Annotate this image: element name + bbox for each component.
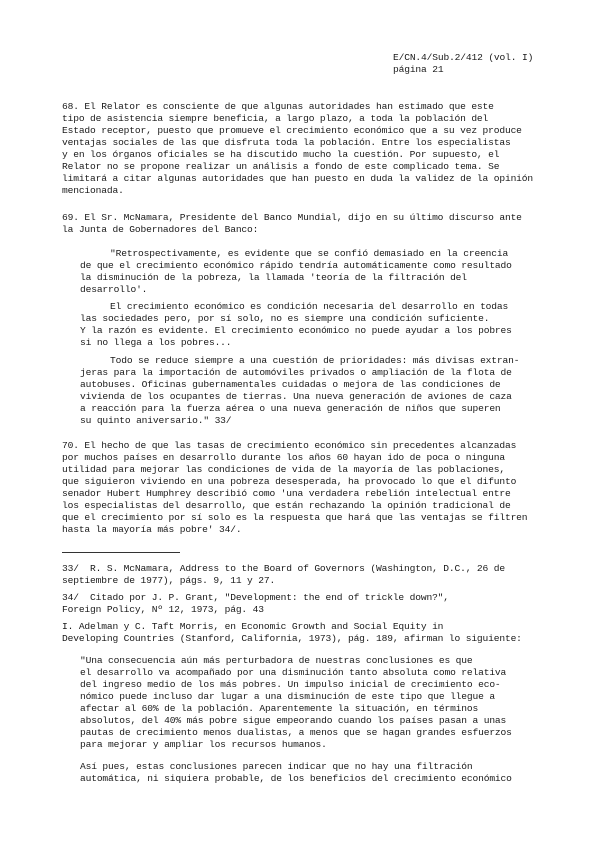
quote-line: Y la razón es evidente. El crecimiento económico no puede ayudar a los pobres (80, 325, 512, 336)
quote-line: la disminución de la pobreza, la llamada 'teoría de la filtración del (80, 272, 467, 283)
text-line: limitará a citar algunas autoridades que han puesto en duda la validez de la opinión (62, 173, 534, 184)
document-symbol: E/CN.4/Sub.2/412 (vol. I) (393, 52, 534, 63)
text-line: los especialistas del desarrollo, que están rechazando la opinión tradicional de (62, 500, 511, 511)
footnote-line: 34/ Citado por J. P. Grant, "Development: the end of trickle down?", (62, 592, 449, 603)
footnote-line: Foreign Policy, Nº 12, 1973, pág. 43 (62, 604, 264, 615)
quote-line: autobuses. Oficinas gubernamentales cuidadas o mejora de las condiciones de (80, 379, 501, 390)
quote-line: vivienda de los ocupantes de tierras. Una nueva generación de aviones de caza (80, 391, 512, 402)
footnote-line: I. Adelman y C. Taft Morris, en Economic Growth and Social Equity in (62, 621, 444, 632)
quote-line: desarrollo'. (80, 284, 148, 295)
text-line: 69. El Sr. McNamara, Presidente del Banco Mundial, dijo en su último discurso ante (62, 212, 522, 223)
text-line: tipo de asistencia siempre beneficia, a largo plazo, a toda la población del (62, 113, 489, 124)
quote-line: su quinto aniversario." 33/ (80, 415, 232, 426)
footnote-quote-line: nómico puede incluso dar lugar a una disminución de este tipo que llegue a (80, 691, 495, 702)
text-line: mencionada. (62, 185, 124, 196)
quote-line: "Retrospectivamente, es evidente que se confió demasiado en la creencia (110, 248, 509, 259)
quote-line: de que el crecimiento económico rápido tendría automáticamente como resultado (80, 260, 512, 271)
text-line: que siguieron viviendo en una pobreza desesperada, ha provocado lo que el difunto (62, 476, 517, 487)
quote-line: jeras para la importación de automóviles privados o ampliación de la flota de (80, 367, 512, 378)
footnote-quote-line: Así pues, estas conclusiones parecen indicar que no hay una filtración (80, 761, 473, 772)
text-line: hasta la mayoría más pobre' 34/. (62, 524, 242, 535)
footnote-quote-line: "Una consecuencia aún más perturbadora de nuestras conclusiones es que (80, 655, 473, 666)
footnote-quote-line: afectar al 60% de la población. Aparentemente la situación, en términos (80, 703, 479, 714)
text-line: ventajas sociales de las que disfruta toda la población. Entre los especialistas (62, 137, 511, 148)
text-line: por muchos países en desarrollo durante los años 60 hayan ido de poca o ninguna (62, 452, 505, 463)
footnote-quote-line: pautas de crecimiento menos dualistas, a menos que se hagan grandes esfuerzos (80, 727, 512, 738)
quote-line: El crecimiento económico es condición necesaria del desarrollo en todas (110, 301, 509, 312)
quote-line: Todo se reduce siempre a una cuestión de prioridades: más divisas extran- (110, 355, 520, 366)
text-line: y en los órganos oficiales se ha discutido mucho la cuestión. Por supuesto, el (62, 149, 500, 160)
text-line: Estado receptor, puesto que promueve el crecimiento económico que a su vez produce (62, 125, 522, 136)
footnote-line: 33/ R. S. McNamara, Address to the Board of Governors (Washington, D.C., 26 de (62, 563, 505, 574)
page-number: página 21 (393, 64, 444, 75)
text-line: utilidad para mejorar las condiciones de vida de la mayoría de las poblaciones, (62, 464, 505, 475)
text-line: 68. El Relator es consciente de que algunas autoridades han estimado que este (62, 101, 494, 112)
text-line: que el crecimiento por sí solo es la respuesta que hará que las ventajas se filtren (62, 512, 528, 523)
footnote-line: septiembre de 1977), págs. 9, 11 y 27. (62, 575, 276, 586)
footnote-quote-line: el desarrollo va acompañado por una disminución tanto absoluta como relativa (80, 667, 507, 678)
text-line: senador Hubert Humphrey describió como 'una verdadera rebelión intelectual entre (62, 488, 511, 499)
text-line: 70. El hecho de que las tasas de crecimiento económico sin precedentes alcanzadas (62, 440, 517, 451)
text-line: la Junta de Gobernadores del Banco: (62, 224, 259, 235)
footnote-quote-line: automática, ni siquiera probable, de los beneficios del crecimiento económico (80, 773, 512, 784)
quote-line: si no llega a los pobres... (80, 337, 232, 348)
footnote-line: Developing Countries (Stanford, California, 1973), pág. 189, afirman lo siguiente: (62, 633, 522, 644)
quote-line: a reacción para la fuerza aérea o una nueva generación de niños que superen (80, 403, 501, 414)
footnote-separator (62, 552, 180, 553)
footnote-quote-line: para mejorar y ampliar los recursos humanos. (80, 739, 327, 750)
text-line: Relator no se propone realizar un análisis a fondo de este complicado tema. Se (62, 161, 500, 172)
footnote-quote-line: del ingreso medio de los más pobres. Un impulso inicial de crecimiento eco- (80, 679, 501, 690)
footnote-quote-line: absolutos, del 40% más pobre sigue empeorando cuando los países pasan a unas (80, 715, 507, 726)
quote-line: las sociedades pero, por sí solo, no es siempre una condición suficiente. (80, 313, 490, 324)
